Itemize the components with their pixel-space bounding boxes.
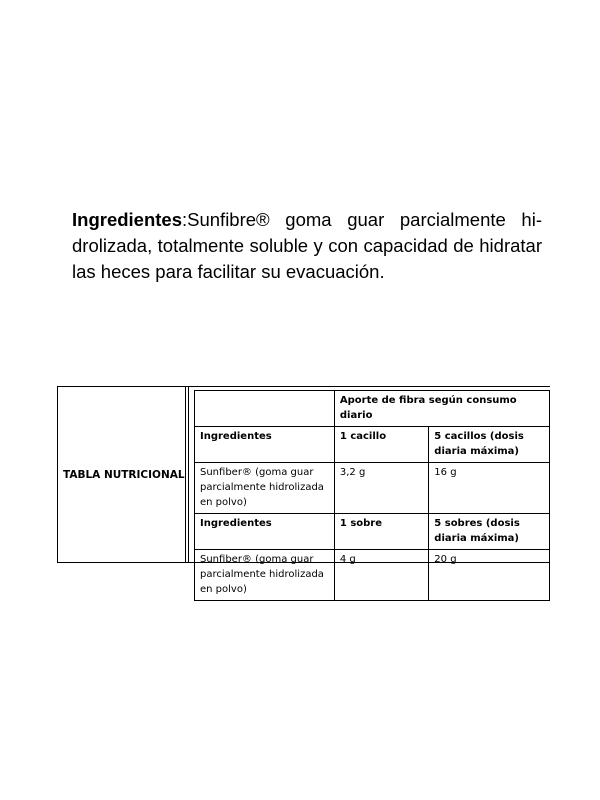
nutrition-table	[57, 386, 550, 595]
table-top-border	[57, 386, 550, 387]
table-row	[195, 550, 550, 601]
table-cell: Ingredientes	[195, 427, 335, 463]
table-cell: 20 g	[429, 550, 550, 601]
table-left-border	[57, 386, 58, 563]
table-column-separator	[185, 386, 186, 563]
ingredients-paragraph	[72, 207, 542, 285]
table-cell: 16 g	[429, 463, 550, 514]
table-cell: Ingredientes	[195, 514, 335, 550]
table-cell: 5 cacillos (dosis diaria máxima)	[429, 427, 550, 463]
table-cell-empty	[195, 391, 335, 427]
table-cell: 1 sobre	[334, 514, 428, 550]
table-column-separator-double	[188, 386, 189, 563]
table-cell: 3,2 g	[334, 463, 428, 514]
ingredients-label: Ingredientes	[72, 209, 182, 230]
table-row	[195, 514, 550, 550]
table-cell: 4 g	[334, 550, 428, 601]
table-cell: Sunfiber® (goma guar parcialmente hidrolizada en polvo)	[195, 550, 335, 601]
ingredients-text: Sunfibre® goma guar parcialmente hidrolizada, totalmente soluble y con capacidad de hidratar las heces para facilitar su evacuación.	[72, 209, 542, 282]
fiber-table	[194, 390, 550, 601]
ingredients-separator: :	[182, 209, 188, 230]
nutrition-table-label: TABLA NUTRICIONAL	[63, 469, 185, 481]
table-cell: 5 sobres (dosis diaria máxima)	[429, 514, 550, 550]
table-row	[195, 427, 550, 463]
table-header: Aporte de fibra según consumo diario	[334, 391, 549, 427]
table-cell: 1 cacillo	[334, 427, 428, 463]
table-cell: Sunfiber® (goma guar parcialmente hidrolizada en polvo)	[195, 463, 335, 514]
table-row	[195, 391, 550, 427]
table-row	[195, 463, 550, 514]
